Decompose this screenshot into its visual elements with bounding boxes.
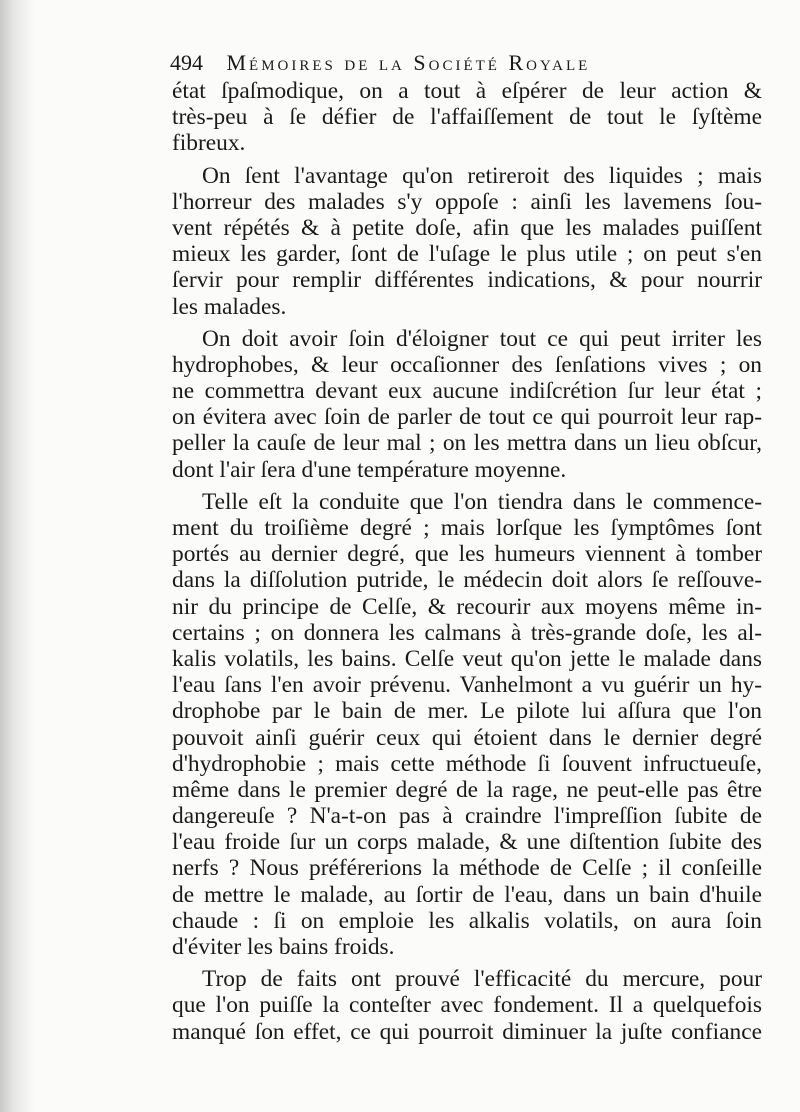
text-line: On doit avoir ſoin d'éloigner tout ce qui peut irriter les [202,325,762,352]
text-line: ſervir pour remplir différentes indications, & pour nourrir [172,267,762,294]
text-line: d'hydrophobie ; mais cette méthode ſi ſouvent infructueuſe, [172,750,762,777]
paragraph [172,163,762,320]
text-line: on évitera avec ſoin de parler de tout ce qui pourroit leur rap- [172,404,762,431]
text-line: dans la diſſolution putride, le médecin doit alors ſe reſſouve- [172,567,762,594]
text-line: nerfs ? Nous préférerions la méthode de Celſe ; il conſeille [172,855,762,882]
text-line: drophobe par le bain de mer. Le pilote lui aſſura que l'on [172,698,762,725]
paragraph [172,78,762,157]
text-line: peller la cauſe de leur mal ; on les mettra dans un lieu obſcur, [172,430,762,457]
text-line: les malades. [172,293,287,320]
text-line: que l'on puiſſe la conteſter avec fondement. Il a quelquefois [172,992,762,1019]
text-line: mieux les garder, ſont de l'uſage le plus utile ; on peut s'en [172,241,762,268]
text-line: même dans le premier degré de la rage, ne peut-elle pas être [172,776,762,803]
running-title: Mémoires de la Société Royale [226,50,591,75]
text-line: de mettre le malade, au ſortir de l'eau, dans un bain d'huile [172,881,762,908]
paragraph [172,326,762,483]
text-line: état ſpaſmodique, on a tout à eſpérer de leur action & [172,78,762,104]
text-line: l'eau froide ſur un corps malade, & une diſtention ſubite des [172,829,762,856]
paragraph [172,966,762,1045]
text-line: nir du principe de Celſe, & recourir aux moyens même in- [172,593,762,620]
text-line: Telle eſt la conduite que l'on tiendra dans le commence- [202,488,762,515]
text-line: l'horreur des malades s'y oppoſe : ainſi les lavemens ſou- [172,188,762,215]
page-header [170,48,770,78]
text-line: dangereuſe ? N'a-t-on pas à craindre l'impreſſion ſubite de [172,803,762,830]
text-line: d'éviter les bains froids. [172,934,395,960]
text-line: portés au dernier degré, que les humeurs viennent à tomber [172,541,762,568]
text-line: manqué ſon effet, ce qui pourroit diminuer la juſte confiance [172,1018,762,1045]
text-line: pouvoit ainſi guérir ceux qui étoient dans le dernier degré [172,724,762,751]
page-number: 494 [170,50,203,75]
binding-gutter-shadow [0,0,34,1112]
text-line: ne commettra devant eux aucune indiſcrétion ſur leur état ; [172,378,762,405]
text-line: hydrophobes, & leur occaſionner des ſenſations vives ; on [172,351,762,378]
body-text [172,78,762,1045]
text-line: l'eau ſans l'en avoir prévenu. Vanhelmont a vu guérir un hy- [172,672,762,699]
text-line: kalis volatils, les bains. Celſe veut qu'on jette le malade dans [172,645,762,672]
text-line: très-peu à ſe défier de l'affaiſſement de tout le ſyſtème [172,104,762,131]
text-line: chaude : ſi on emploie les alkalis volatils, on aura ſoin [172,907,762,934]
text-line: dont l'air ſera d'une température moyenne. [172,456,567,483]
text-line: Trop de faits ont prouvé l'efficacité du mercure, pour [202,966,762,993]
paragraph [172,489,762,960]
text-line: vent répétés & à petite doſe, afin que les malades puiſſent [172,214,762,241]
text-line: On ſent l'avantage qu'on retireroit des liquides ; mais [202,162,762,189]
text-line: fibreux. [172,130,246,157]
text-line: ment du troiſième degré ; mais lorſque les ſymptômes ſont [172,515,762,541]
text-line: certains ; on donnera les calmans à très-grande doſe, les al- [172,619,762,646]
